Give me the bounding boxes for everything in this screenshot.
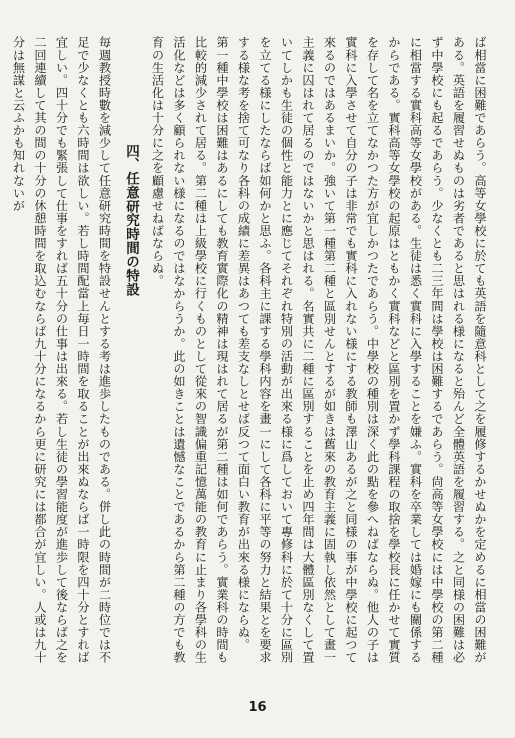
page-number: 16 bbox=[248, 700, 267, 715]
section-heading: 四、任意研究時間の特設 bbox=[123, 144, 139, 297]
paragraph-second-type-school: 第一種中學校は困難はあるにしても教育實際化の精神は現はれて居るが第二種は如何であらう。實業科の時間も比較的減少されて居る。第二種は上級學校に行くものとして從來の智識偏重記憶萬能の教育に止まり各學科の生活化などは多く顧られない様になるのではなからうか。此の如きことは遺憾なことであるから第二種の方でも教育の生活化は十分に之を顧慮せねばならぬ。 bbox=[150, 36, 229, 664]
paragraph-research-time: 毎週教授時數を減少して任意研究時間を特設せんとする考は進歩したものである。併し此の時間が二時位では不足で少なくとも六時間は欲しい。若し時間配當上毎日一時間を取ることが出來ぬならば一時限を四十分とすれば宜しい。四十分でも緊張して仕事をすれば五十分の仕事は出來る。若し生徒の學習能度が進歩して後ならば之を二回連續して其の間の十分の休憩時間を取込むならば九十分になるから更に研究には都合が宜しい。人或は九十分は無謀と云ふかも知れないが bbox=[11, 36, 112, 664]
paragraph-continuation: ば相當に困難であらう。高等女學校に於ても英語を隨意科として之を履修するかせぬかを定めるに相當の困難がある。英語を履習せぬものは劣者であると思はれる様になると殆んど全體英語を履習する。之と同様の困難は必ず中學校にも起るであらう。少なくとも二三年間は學校は困難するであらう。尙高等女學校には中學校の第二種に相當する實科高等女學校がある。生徒は悉く實科に入學することを嫌ふ。實科を卒業しては婚嫁にも關係するからである。實科高等女學校の起原はともかく實科などと區別を置かず學科課程の取捨を學校長に任かせて實質を存して名を立てなかつた方が宜しかつたであらう。中學校の種別は深く此の點を參へねばならぬ。他人の子は實科に入學させて自分の子は非常でも實科に入れない様にする教師も澤山あるが之と同様の事が中學校に起つて來るのではあるまいか。強いて第一種第二種と區別せんとするが如きは舊來の教育主義に固執し依然として畫一主義に囚はれて居るのではないかと思はれる。名實共に二種に區別することを止め四年間は大體區別なくして置いてしかも生徒の個性と能力とに應じてそれぞれ特別の活動が出來る様に爲しておいて專修科に於て十分に區別を立てる様にしたならば如何かと思ふ。各科主に課する學科内容を畫一にして各科に平等の努力と結果とを要求する様な考を捨て可なり各科の成績に差異はあつても差支なしとせば反つて面白い教育が出來る様にならぬ。 bbox=[236, 36, 487, 664]
body-text bbox=[11, 36, 490, 676]
